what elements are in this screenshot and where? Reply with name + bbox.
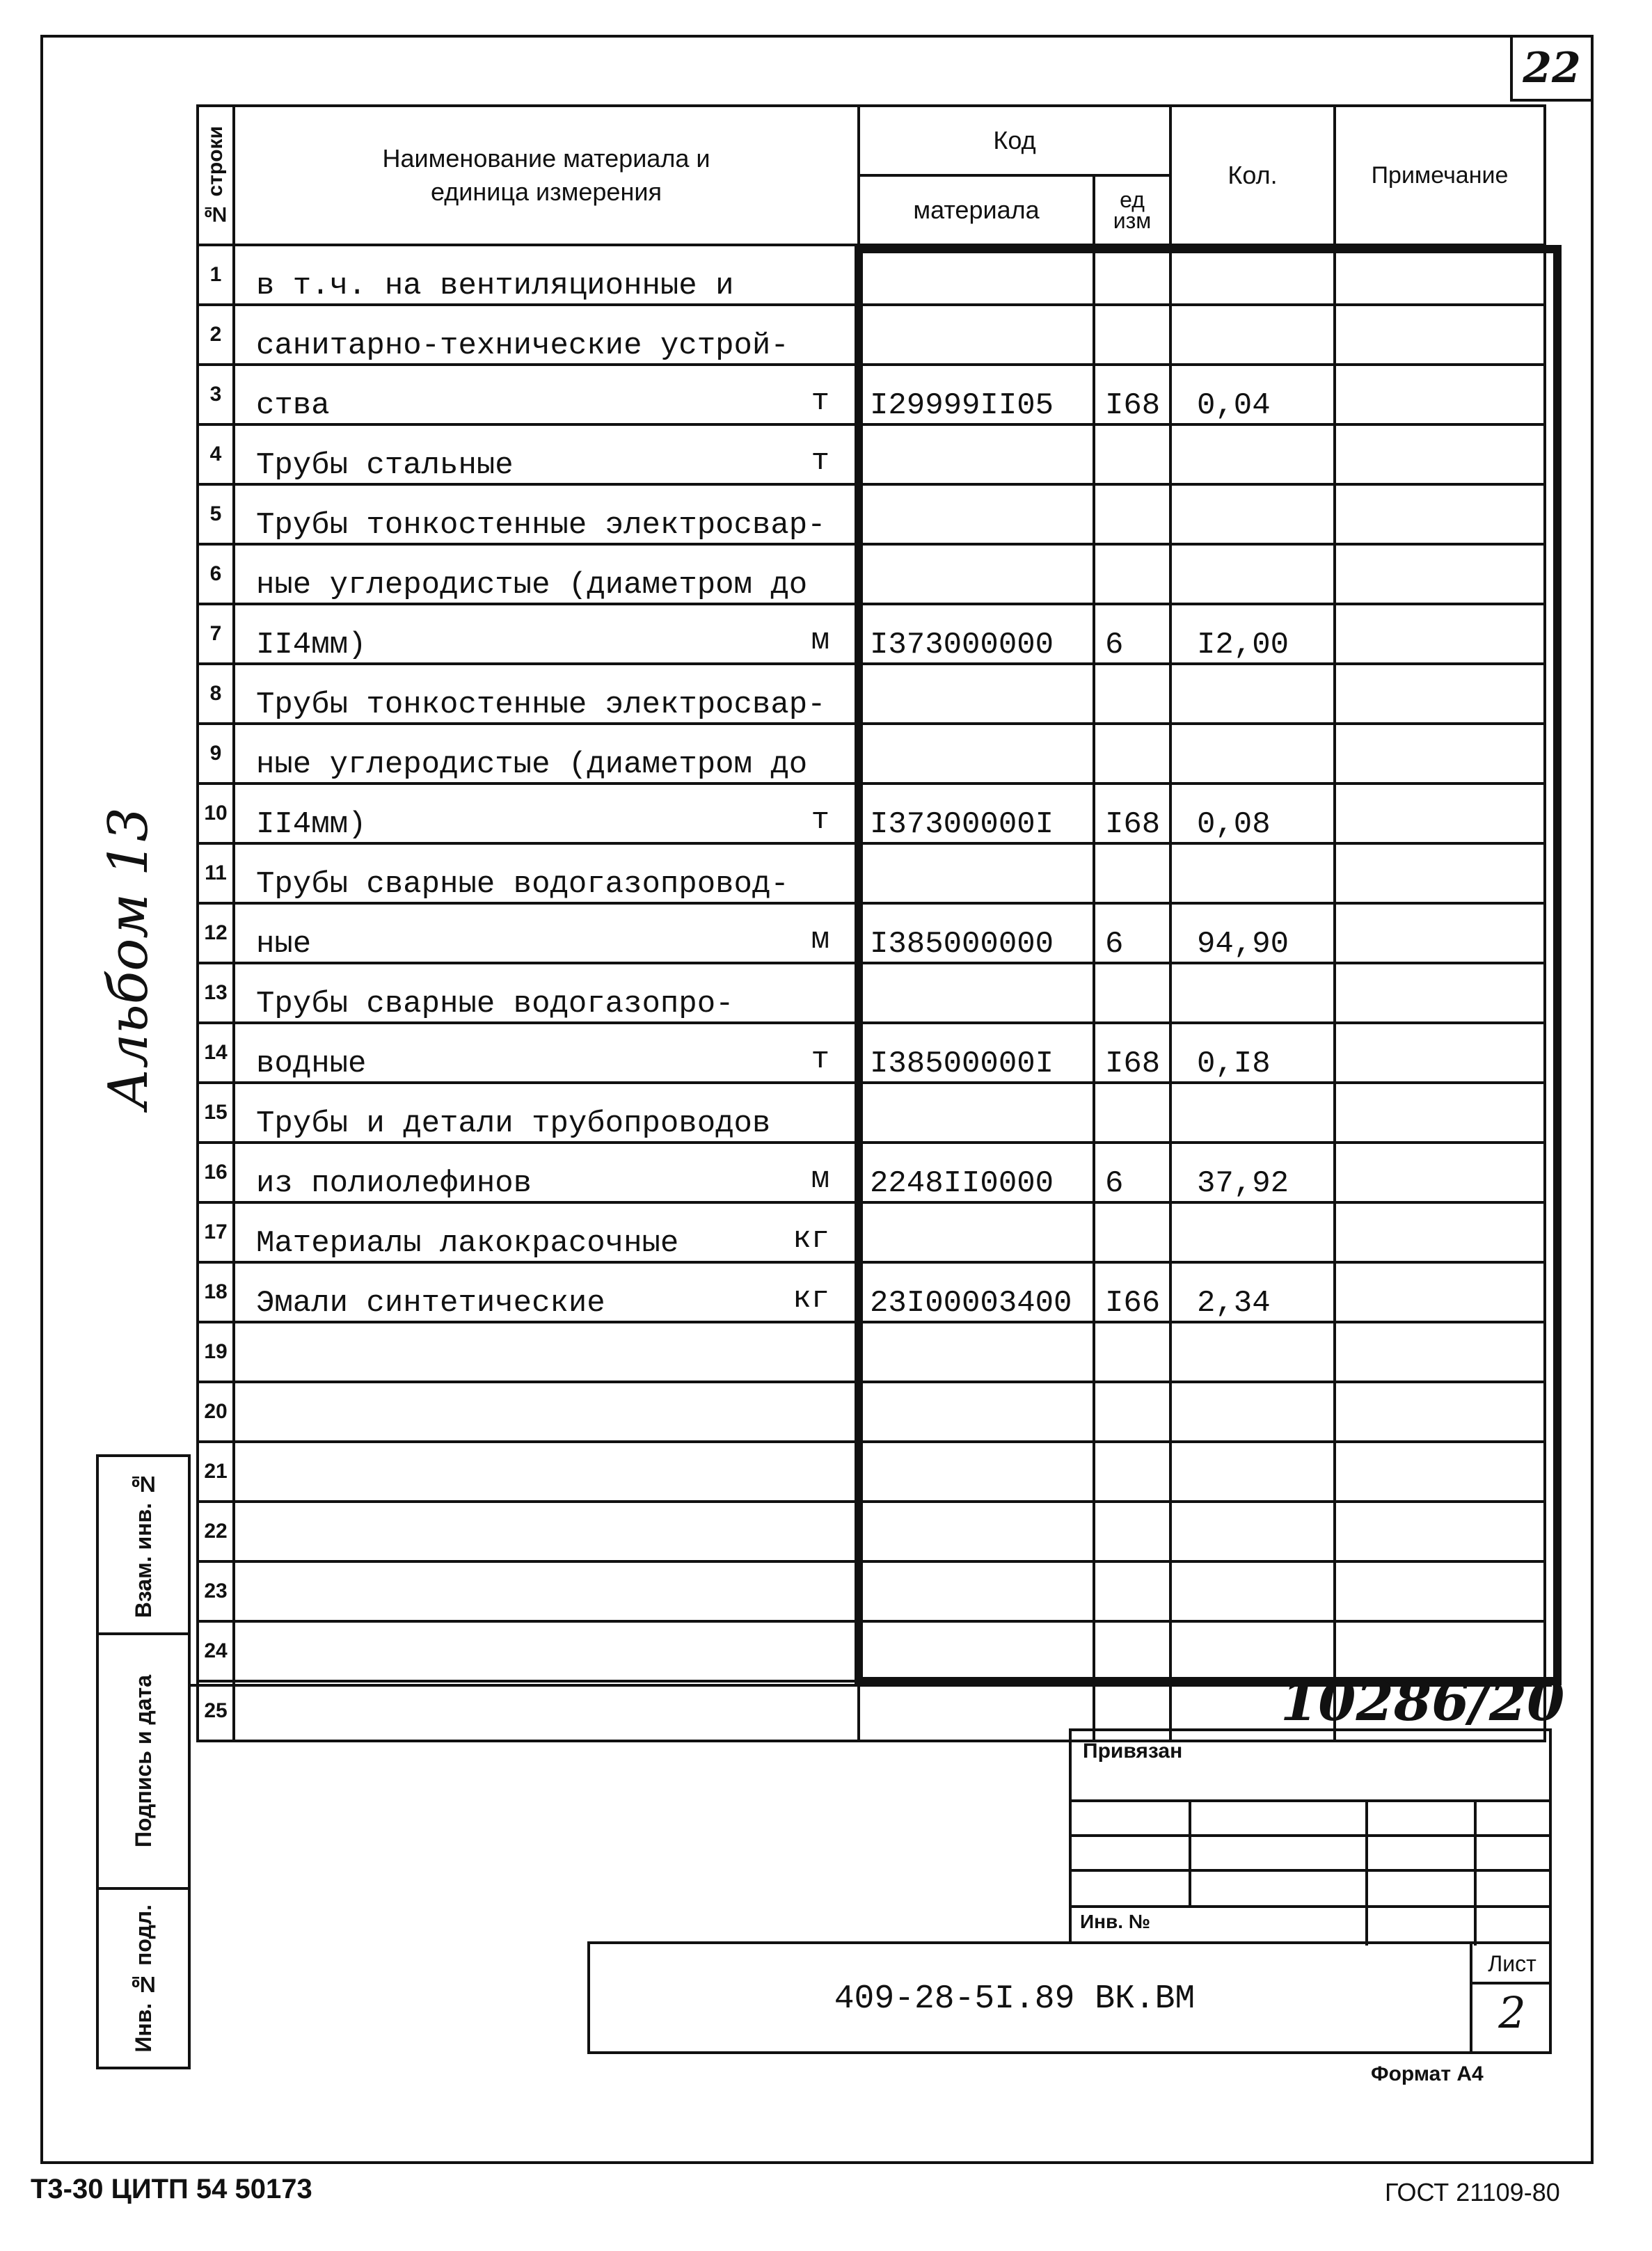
header-code-material: материала <box>859 175 1094 245</box>
header-code-group: Код <box>859 106 1170 175</box>
table-row <box>198 1083 1545 1143</box>
material-name-text: водные <box>256 1047 367 1081</box>
material-name <box>234 843 859 903</box>
header-name: Наименование материала и единица измерения <box>234 106 859 245</box>
header-row-no: № строки <box>198 106 234 245</box>
quantity <box>1170 544 1335 604</box>
material-unit: т <box>811 803 829 838</box>
table-row <box>198 1262 1545 1322</box>
material-name <box>234 245 859 305</box>
quantity: 94,90 <box>1170 903 1335 963</box>
material-code: I29999II05 <box>859 365 1094 424</box>
quantity: I2,00 <box>1170 604 1335 664</box>
material-name-text: Трубы сварные водогазопро- <box>256 987 734 1021</box>
material-code <box>859 963 1094 1023</box>
unit-code <box>1094 424 1170 484</box>
unit-code: 6 <box>1094 903 1170 963</box>
material-name-text: Трубы и детали трубопроводов <box>256 1106 771 1141</box>
unit-code: I68 <box>1094 365 1170 424</box>
table-row <box>198 784 1545 843</box>
material-name-text: Трубы тонкостенные электросвар- <box>256 508 826 543</box>
material-code <box>859 424 1094 484</box>
note <box>1335 305 1545 365</box>
footer-left: Т3-30 ЦИТП 54 50173 <box>31 2174 312 2204</box>
stamp-handwritten-number: 10286/20 <box>1280 1670 1565 1733</box>
material-name-text: Трубы тонкостенные электросвар- <box>256 687 826 722</box>
row-number: 9 <box>198 724 234 784</box>
note <box>1335 903 1545 963</box>
material-name-text: из полиолефинов <box>256 1166 532 1201</box>
quantity <box>1170 664 1335 724</box>
material-name <box>234 365 859 424</box>
note <box>1335 1442 1545 1502</box>
note <box>1335 1382 1545 1442</box>
quantity <box>1170 1561 1335 1621</box>
unit-code <box>1094 1502 1170 1561</box>
note <box>1335 963 1545 1023</box>
unit-code: I68 <box>1094 1023 1170 1083</box>
material-unit: м <box>811 923 829 957</box>
material-unit: кг <box>793 1222 829 1257</box>
material-code: 2248II0000 <box>859 1143 1094 1202</box>
material-name <box>234 1621 859 1681</box>
quantity <box>1170 1202 1335 1262</box>
row-number: 16 <box>198 1143 234 1202</box>
row-number: 4 <box>198 424 234 484</box>
material-code: I385000000 <box>859 903 1094 963</box>
quantity: 0,04 <box>1170 365 1335 424</box>
material-code <box>859 544 1094 604</box>
material-code <box>859 1442 1094 1502</box>
note <box>1335 664 1545 724</box>
row-number: 17 <box>198 1202 234 1262</box>
material-code <box>859 664 1094 724</box>
quantity <box>1170 963 1335 1023</box>
material-code <box>859 245 1094 305</box>
material-name <box>234 424 859 484</box>
row-number: 25 <box>198 1681 234 1741</box>
unit-code: 6 <box>1094 1143 1170 1202</box>
material-code: I37300000I <box>859 784 1094 843</box>
material-name <box>234 1023 859 1083</box>
unit-code <box>1094 1322 1170 1382</box>
row-number: 13 <box>198 963 234 1023</box>
material-code <box>859 1561 1094 1621</box>
quantity: 0,08 <box>1170 784 1335 843</box>
material-name <box>234 1502 859 1561</box>
thick-divider-name-code <box>855 245 863 1685</box>
material-name <box>234 724 859 784</box>
unit-code <box>1094 544 1170 604</box>
row-number: 24 <box>198 1621 234 1681</box>
note <box>1335 604 1545 664</box>
row-number: 1 <box>198 245 234 305</box>
material-unit: т <box>811 444 829 479</box>
unit-code <box>1094 1202 1170 1262</box>
row-number: 10 <box>198 784 234 843</box>
note <box>1335 784 1545 843</box>
unit-code <box>1094 1442 1170 1502</box>
note <box>1335 724 1545 784</box>
quantity <box>1170 245 1335 305</box>
unit-code <box>1094 1561 1170 1621</box>
material-name-text: Трубы стальные <box>256 448 514 483</box>
album-handwritten: Альбом 13 <box>97 807 160 1110</box>
unit-code <box>1094 724 1170 784</box>
material-name-text: в т.ч. на вентиляционные и <box>256 269 734 303</box>
note <box>1335 1143 1545 1202</box>
footer-right: ГОСТ 21109-80 <box>1385 2178 1560 2206</box>
material-name <box>234 1202 859 1262</box>
material-code <box>859 1681 1094 1741</box>
unit-code <box>1094 245 1170 305</box>
note <box>1335 1322 1545 1382</box>
note <box>1335 1023 1545 1083</box>
material-name-text: Трубы сварные водогазопровод- <box>256 867 789 902</box>
note <box>1335 1262 1545 1322</box>
material-name-text: ные углеродистые (диаметром до <box>256 568 808 603</box>
note <box>1335 365 1545 424</box>
table-row <box>198 963 1545 1023</box>
unit-code <box>1094 843 1170 903</box>
row-number: 18 <box>198 1262 234 1322</box>
material-name-text: санитарно-технические устрой- <box>256 328 789 363</box>
row-number: 6 <box>198 544 234 604</box>
material-code <box>859 1382 1094 1442</box>
material-code <box>859 1322 1094 1382</box>
unit-code <box>1094 963 1170 1023</box>
note <box>1335 1202 1545 1262</box>
row-number: 15 <box>198 1083 234 1143</box>
header-qty: Кол. <box>1170 106 1335 245</box>
material-name-text: ные <box>256 927 312 962</box>
material-name-text: Материалы лакокрасочные <box>256 1226 679 1261</box>
material-code: I373000000 <box>859 604 1094 664</box>
table-row <box>198 1561 1545 1621</box>
material-name <box>234 963 859 1023</box>
stamp-inv-label: Инв. № <box>1080 1911 1151 1932</box>
material-unit: т <box>811 1042 829 1077</box>
note <box>1335 1083 1545 1143</box>
material-name-text: ные углеродистые (диаметром до <box>256 747 808 782</box>
material-code <box>859 1502 1094 1561</box>
material-code <box>859 1202 1094 1262</box>
material-unit: т <box>811 384 829 419</box>
note <box>1335 1502 1545 1561</box>
material-name <box>234 604 859 664</box>
row-number: 22 <box>198 1502 234 1561</box>
material-name-text: ства <box>256 388 330 423</box>
material-name-text: II4мм) <box>256 628 367 662</box>
quantity <box>1170 843 1335 903</box>
row-number: 2 <box>198 305 234 365</box>
table-row <box>198 1502 1545 1561</box>
table-row <box>198 305 1545 365</box>
note <box>1335 843 1545 903</box>
table-row <box>198 664 1545 724</box>
table-row <box>198 604 1545 664</box>
unit-code: I66 <box>1094 1262 1170 1322</box>
quantity <box>1170 1382 1335 1442</box>
quantity: 2,34 <box>1170 1262 1335 1322</box>
quantity <box>1170 724 1335 784</box>
quantity <box>1170 305 1335 365</box>
material-code <box>859 1083 1094 1143</box>
table-row <box>198 903 1545 963</box>
format-label: Формат А4 <box>1371 2062 1484 2085</box>
unit-code <box>1094 305 1170 365</box>
material-code <box>859 843 1094 903</box>
row-number: 14 <box>198 1023 234 1083</box>
stamp-privyazan-box <box>1069 1728 1552 1944</box>
unit-code: I68 <box>1094 784 1170 843</box>
row-number: 23 <box>198 1561 234 1621</box>
unit-code <box>1094 664 1170 724</box>
table-row <box>198 245 1545 305</box>
unit-code: 6 <box>1094 604 1170 664</box>
material-name <box>234 1561 859 1621</box>
material-name <box>234 784 859 843</box>
material-name <box>234 1681 859 1741</box>
material-unit: м <box>811 623 829 658</box>
note <box>1335 245 1545 305</box>
material-name <box>234 903 859 963</box>
table-row <box>198 1143 1545 1202</box>
sheet-label: Лист <box>1488 1951 1536 1976</box>
sheet-value: 2 <box>1498 1987 1526 2038</box>
quantity <box>1170 484 1335 544</box>
material-name <box>234 1143 859 1202</box>
material-name-text: II4мм) <box>256 807 367 842</box>
material-unit: кг <box>793 1282 829 1317</box>
quantity: 37,92 <box>1170 1143 1335 1202</box>
stamp-title-box <box>587 1941 1552 2054</box>
quantity <box>1170 1322 1335 1382</box>
table-row <box>198 484 1545 544</box>
header-code-unit: ед изм <box>1094 175 1170 245</box>
side-inv-podl: Инв. № подл. <box>96 1887 191 2069</box>
row-number: 7 <box>198 604 234 664</box>
note <box>1335 424 1545 484</box>
material-code <box>859 724 1094 784</box>
table-row <box>198 1322 1545 1382</box>
material-name <box>234 484 859 544</box>
material-name <box>234 1083 859 1143</box>
table-row <box>198 1442 1545 1502</box>
material-name <box>234 1322 859 1382</box>
unit-code <box>1094 1382 1170 1442</box>
table-row <box>198 424 1545 484</box>
table-row <box>198 544 1545 604</box>
material-code: 23I00003400 <box>859 1262 1094 1322</box>
note <box>1335 1561 1545 1621</box>
side-sign-date: Подпись и дата <box>96 1632 191 1890</box>
material-name-text: Эмали синтетические <box>256 1286 605 1321</box>
sheet-number-box <box>1510 35 1594 102</box>
stamp-privyazan-label: Привязан <box>1083 1740 1183 1763</box>
material-spec-table <box>196 104 1546 1742</box>
table-row <box>198 365 1545 424</box>
table-row <box>198 1023 1545 1083</box>
material-name <box>234 544 859 604</box>
note <box>1335 544 1545 604</box>
table-row <box>198 1382 1545 1442</box>
row-number: 20 <box>198 1382 234 1442</box>
material-name <box>234 1262 859 1322</box>
table-row <box>198 724 1545 784</box>
table-row <box>198 843 1545 903</box>
quantity <box>1170 1502 1335 1561</box>
row-number: 11 <box>198 843 234 903</box>
table-row <box>198 1202 1545 1262</box>
thick-divider-top <box>855 245 1562 253</box>
quantity <box>1170 1442 1335 1502</box>
quantity <box>1170 424 1335 484</box>
sheet-number-handwritten: 22 <box>1523 44 1581 93</box>
unit-code <box>1094 484 1170 544</box>
note <box>1335 484 1545 544</box>
material-name <box>234 1382 859 1442</box>
material-code <box>859 1621 1094 1681</box>
quantity <box>1170 1083 1335 1143</box>
row-number: 8 <box>198 664 234 724</box>
material-name <box>234 664 859 724</box>
row-number: 21 <box>198 1442 234 1502</box>
row-number: 12 <box>198 903 234 963</box>
material-name <box>234 305 859 365</box>
side-inv-vzam: Взам. инв. № <box>96 1454 191 1635</box>
row-number: 5 <box>198 484 234 544</box>
material-code <box>859 484 1094 544</box>
header-note: Примечание <box>1335 106 1545 245</box>
document-code: 409-28-5I.89 ВК.ВМ <box>834 1980 1196 2018</box>
thick-divider-right <box>1553 245 1562 1685</box>
material-unit: м <box>811 1162 829 1197</box>
row-number: 19 <box>198 1322 234 1382</box>
material-code: I38500000I <box>859 1023 1094 1083</box>
material-name <box>234 1442 859 1502</box>
unit-code <box>1094 1621 1170 1681</box>
unit-code <box>1094 1083 1170 1143</box>
quantity: 0,I8 <box>1170 1023 1335 1083</box>
row-number: 3 <box>198 365 234 424</box>
material-code <box>859 305 1094 365</box>
